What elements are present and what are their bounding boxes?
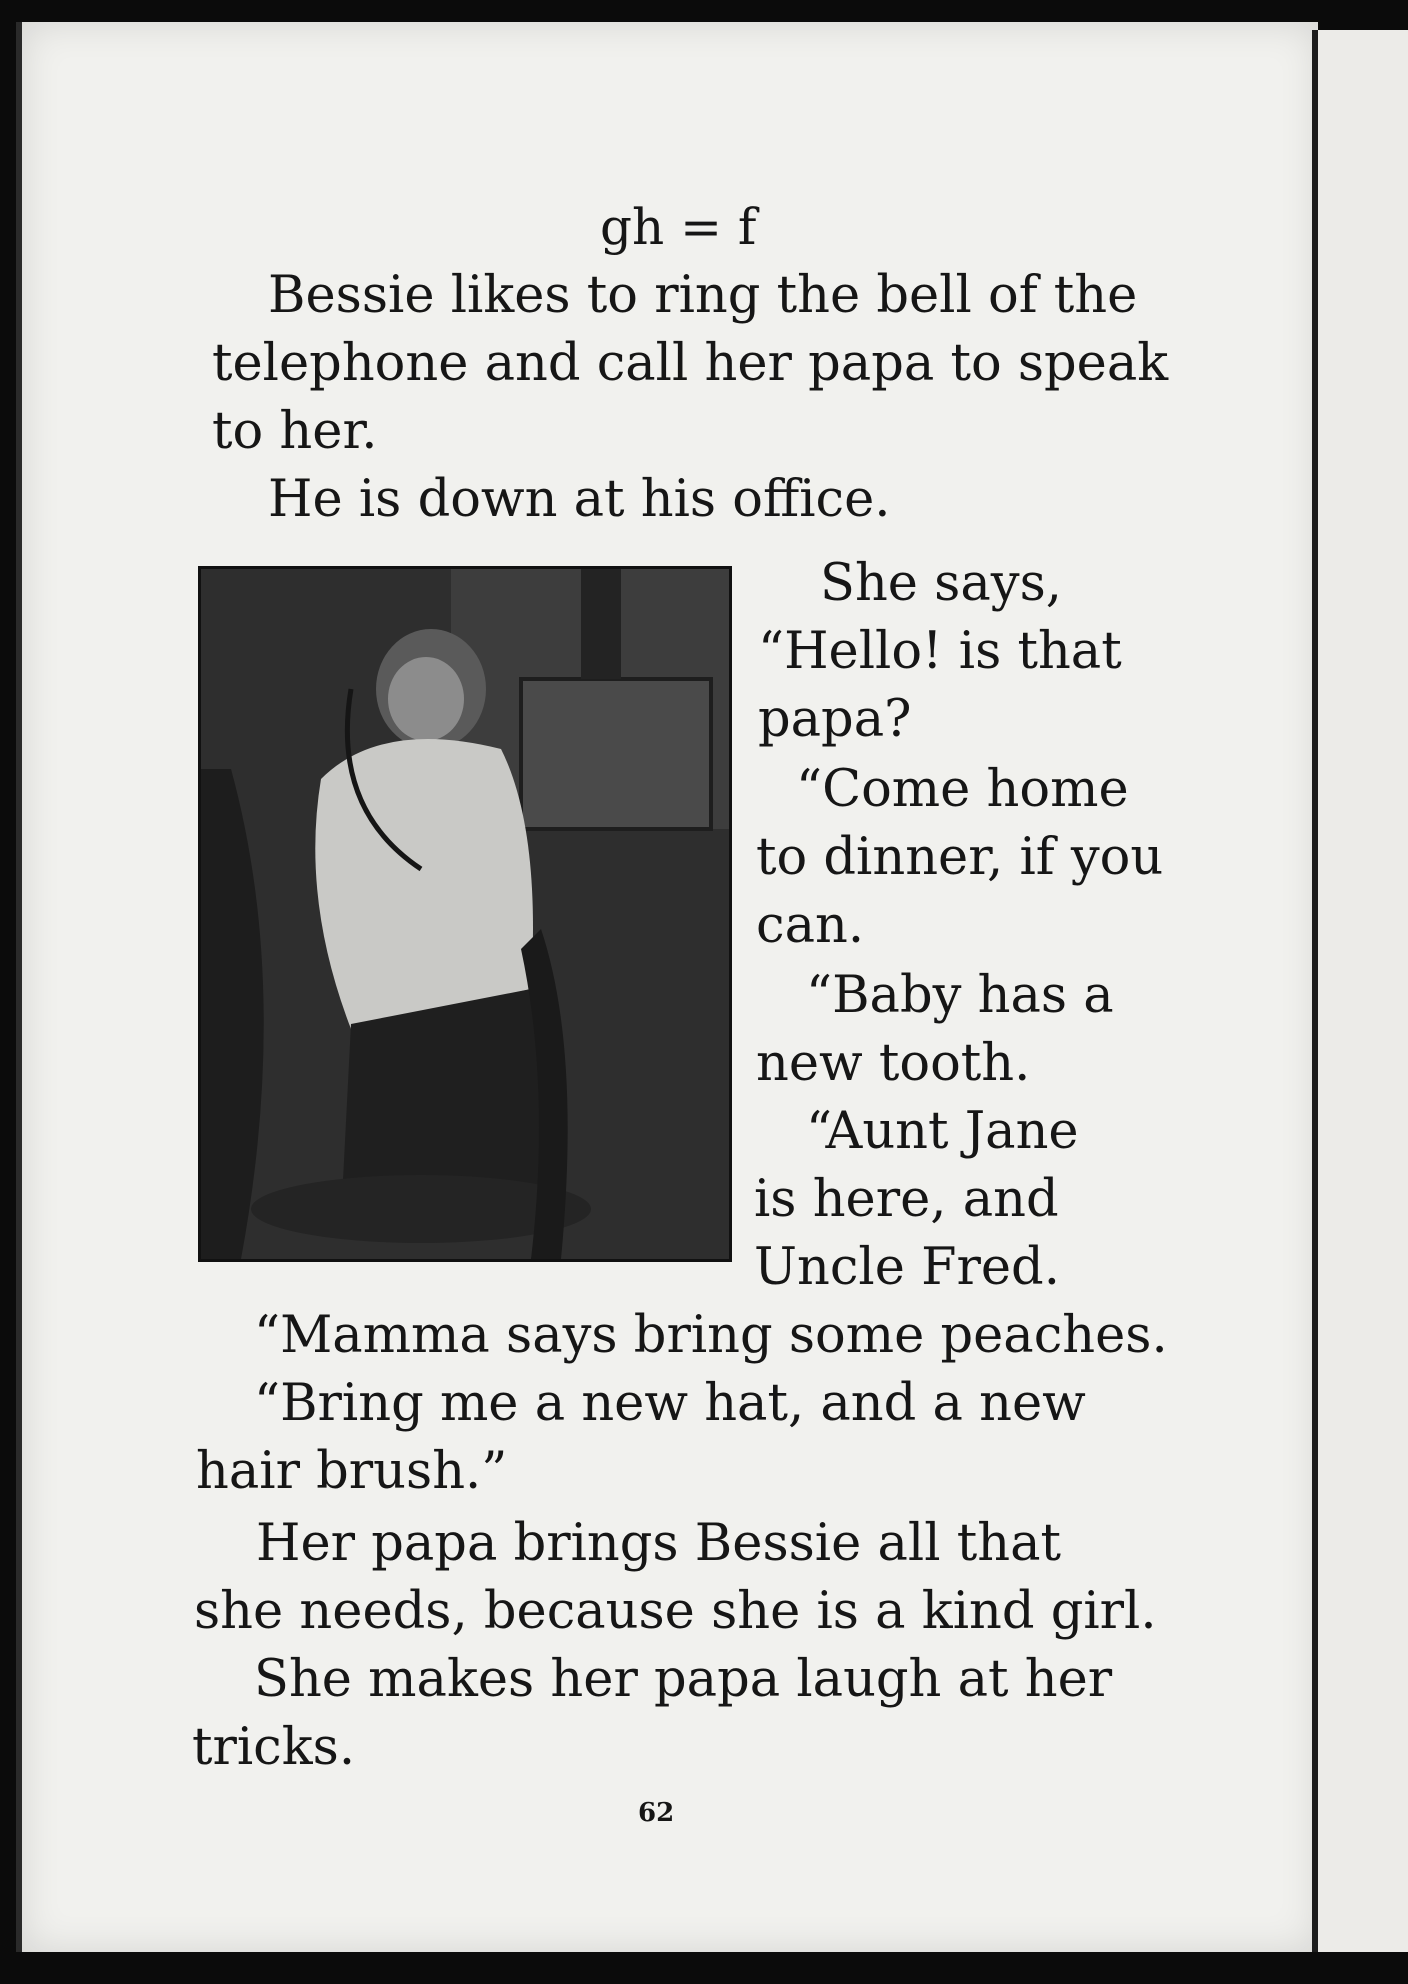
text-line: “Baby has a xyxy=(806,966,1114,1025)
text-line: “Bring me a new hat, and a new xyxy=(254,1374,1086,1433)
page-heading: gh = f xyxy=(600,198,757,256)
photo-illustration xyxy=(201,569,729,1259)
text-line: Uncle Fred. xyxy=(754,1238,1060,1297)
text-line: She says, xyxy=(820,554,1062,613)
text-line: “Hello! is that xyxy=(758,622,1122,681)
text-line: hair brush.” xyxy=(196,1442,508,1501)
text-line: telephone and call her papa to speak xyxy=(212,334,1169,393)
text-line: she needs, because she is a kind girl. xyxy=(194,1582,1157,1641)
text-line: “Aunt Jane xyxy=(806,1102,1079,1161)
text-line: to her. xyxy=(212,402,378,461)
text-line: He is down at his office. xyxy=(268,470,891,529)
page-number: 62 xyxy=(638,1798,675,1828)
adjacent-page-edge xyxy=(1312,30,1408,1960)
text-line: Her papa brings Bessie all that xyxy=(256,1514,1061,1573)
text-line: new tooth. xyxy=(756,1034,1031,1093)
text-line: tricks. xyxy=(192,1718,356,1777)
text-line: papa? xyxy=(758,690,912,749)
text-line: is here, and xyxy=(754,1170,1059,1229)
text-line: “Mamma says bring some peaches. xyxy=(254,1306,1168,1365)
text-line: can. xyxy=(756,896,865,955)
girl-on-telephone-photo xyxy=(198,566,732,1262)
text-line: Bessie likes to ring the bell of the xyxy=(268,266,1138,325)
scan-border xyxy=(0,1952,1408,1984)
text-line: “Come home xyxy=(796,760,1129,819)
text-line: to dinner, if you xyxy=(756,828,1164,887)
text-line: She makes her papa laugh at her xyxy=(254,1650,1113,1709)
